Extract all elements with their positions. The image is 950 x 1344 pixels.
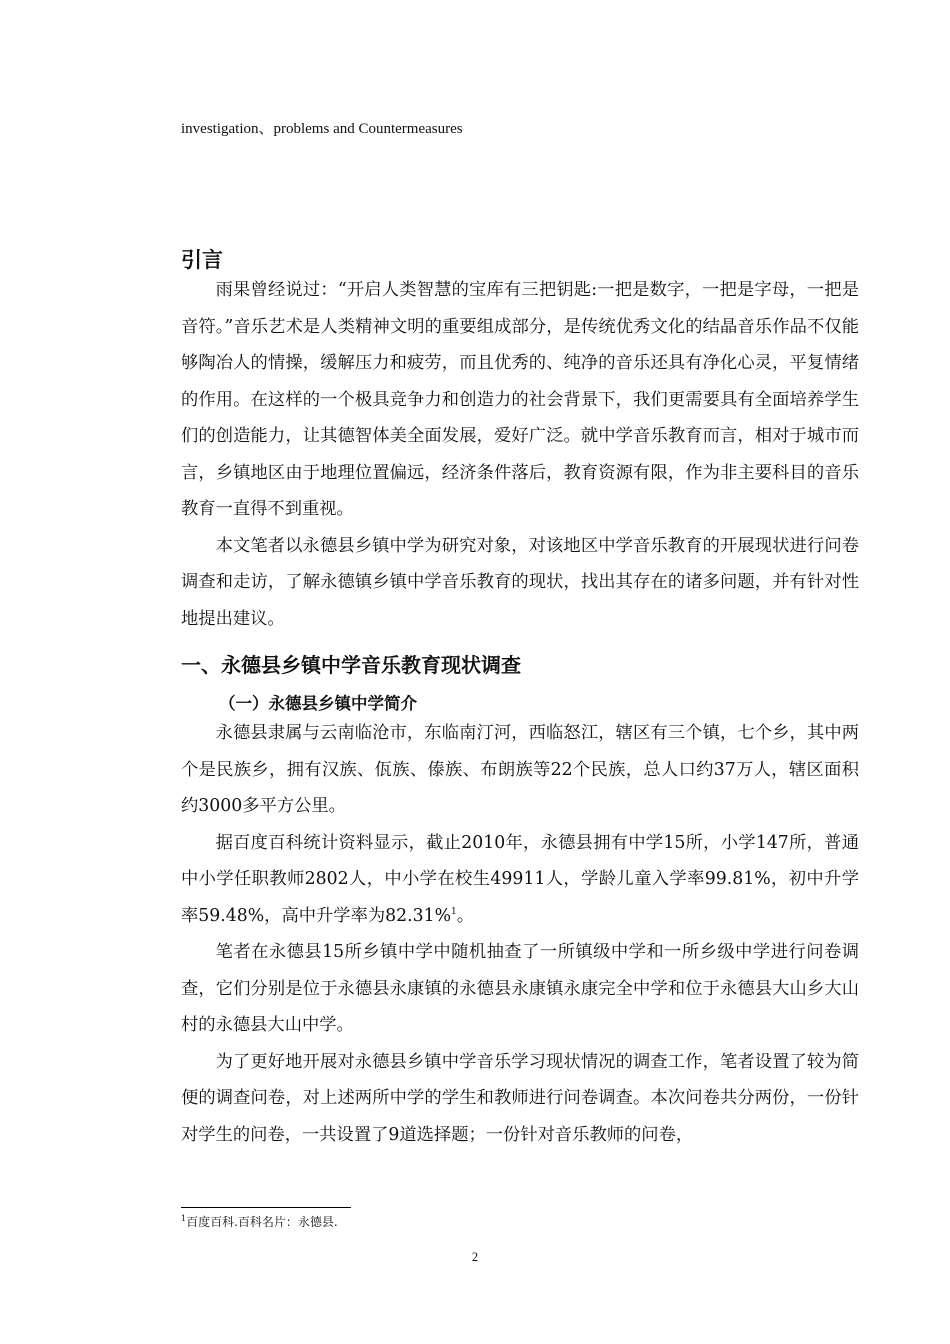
- footnote: [181, 1213, 338, 1230]
- stats-text: 据百度百科统计资料显示，截止2010年，永德县拥有中学15所，小学147所，普通中小学任职教师2802人，中小学在校生49911人，学龄儿童入学率99.81%，初中升学率59.48%，高中升学率为82.31%: [181, 832, 859, 926]
- body-paragraph: 永德县隶属与云南临沧市，东临南汀河，西临怒江，辖区有三个镇，七个乡，其中两个是民族乡，拥有汉族、佤族、傣族、布朗族等22个民族，总人口约37万人，辖区面积约3000多平方公里。: [181, 723, 859, 816]
- footnote-divider: [181, 1207, 351, 1208]
- footnote-reference[interactable]: 1: [451, 906, 457, 917]
- english-keywords: investigation、problems and Countermeasures: [181, 121, 463, 137]
- subsection-heading: （一）永德县乡镇中学简介: [219, 694, 417, 713]
- section-heading: 一、永德县乡镇中学音乐教育现状调查: [181, 653, 521, 677]
- footnote-mark: 1: [181, 1214, 187, 1223]
- body-paragraph: 笔者在永德县15所乡镇中学中随机抽查了一所镇级中学和一所乡级中学进行问卷调查，它们分别是位于永德县永康镇的永德县永康镇永康完全中学和位于永德县大山乡大山村的永德县大山中学。: [181, 942, 859, 1035]
- page-number: 2: [471, 1250, 479, 1264]
- body-paragraph: 为了更好地开展对永德县乡镇中学音乐学习现状情况的调查工作，笔者设置了较为简便的调查问卷，对上述两所中学的学生和教师进行问卷调查。本次问卷共分两份，一份针对学生的问卷，一共设置了9道选择题；一份针对音乐教师的问卷，: [181, 1051, 859, 1145]
- intro-paragraph: 本文笔者以永德县乡镇中学为研究对象，对该地区中学音乐教育的开展现状进行问卷调查和走访，了解永德镇乡镇中学音乐教育的现状，找出其存在的诸多问题，并有针对性地提出建议。: [181, 535, 859, 629]
- intro-paragraph: 雨果曾经说过：“开启人类智慧的宝库有三把钥匙:一把是数字，一把是字母，一把是音符。”音乐艺术是人类精神文明的重要组成部分，是传统优秀文化的结晶音乐作品不仅能够陶冶人的情操，缓解压力和疲劳，而且优秀的、纯净的音乐还具有净化心灵，平复情绪的作用。在这样的一个极具竞争力和创造力的社会背景下，我们更需要具有全面培养学生们的创造能力，让其德智体美全面发展，爱好广泛。就中学音乐教育而言，相对于城市而言，乡镇地区由于地理位置偏远，经济条件落后，教育资源有限，作为非主要科目的音乐教育一直得不到重视。: [181, 280, 859, 519]
- section-body: [181, 715, 859, 1153]
- intro-body: [181, 272, 859, 637]
- intro-heading: 引言: [181, 248, 223, 272]
- stats-end: 。: [456, 905, 475, 926]
- footnote-text: 百度百科.百科名片：永德县.: [186, 1215, 338, 1229]
- body-paragraph-stats: [181, 825, 859, 935]
